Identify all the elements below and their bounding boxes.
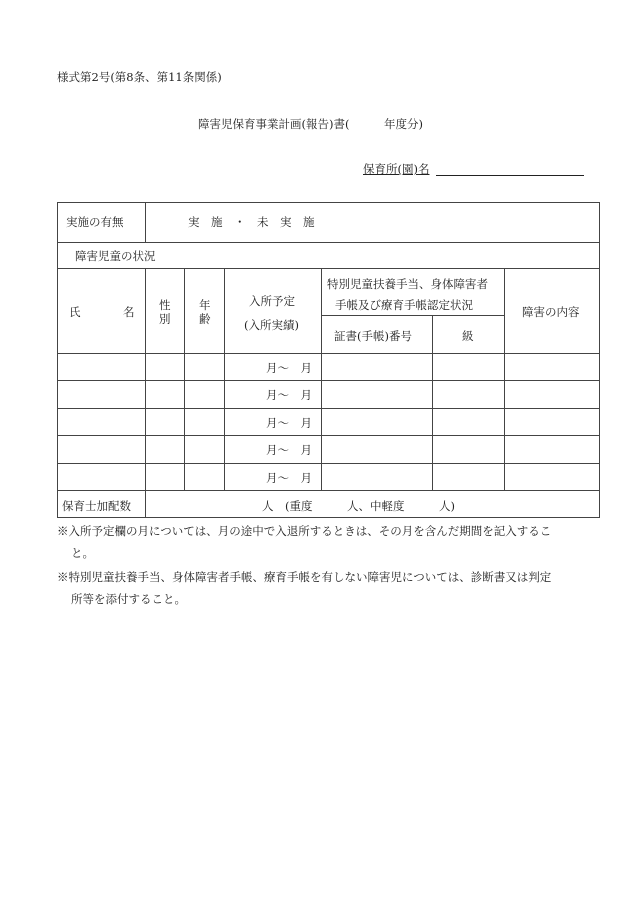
row-divider [57,353,600,354]
status-section-label: 障害児童の状況 [75,249,156,263]
row-divider [321,315,504,316]
certificate-number-header: 証書(手帳)番号 [334,329,412,343]
note-1 [57,520,551,564]
col-divider [145,202,146,242]
col-divider [145,490,146,518]
row-divider [57,408,600,409]
note-1-line1: ※入所予定欄の月については、月の途中で入退所するときは、その月を含んだ期間を記入するこ [57,524,552,538]
name-header-right: 名 [123,305,135,319]
document-title: 障害児保育事業計画(報告)書( 年度分) [198,117,423,131]
sex-header-1: 性 [159,298,171,312]
certification-header-line1: 特別児童扶養手当、身体障害者 [327,277,488,291]
form-number: 様式第2号(第8条、第11条関係) [57,70,222,84]
note-2-line1: ※特別児童扶養手当、身体障害者手帳、療育手帳を有しない障害児については、診断書又は判定 [57,570,552,584]
note-2-line2: 所等を添付すること。 [71,592,186,606]
admission-actual-header: (入所実績) [244,318,299,332]
row-divider [57,380,600,381]
grade-header: 級 [462,329,474,343]
row-divider [57,268,600,269]
implementation-options[interactable]: 実 施 ・ 未 実 施 [188,215,315,229]
row-divider [57,490,600,491]
row-4-period: 月～ 月 [266,443,312,457]
facility-name-field[interactable] [436,175,584,176]
col-divider [224,268,225,490]
facility-name-label: 保育所(園)名 [363,162,430,176]
row-3-period: 月～ 月 [266,416,312,430]
disability-header: 障害の内容 [522,305,580,319]
plan-report-table [57,202,600,518]
staff-allocation-label: 保育士加配数 [62,499,131,513]
age-header-2: 齢 [199,312,211,326]
row-divider [57,435,600,436]
age-header-1: 年 [199,298,211,312]
row-1-period: 月～ 月 [266,361,312,375]
col-divider [504,268,505,490]
sex-header-2: 別 [159,312,171,326]
row-2-period: 月～ 月 [266,388,312,402]
admission-planned-header: 入所予定 [249,294,295,308]
col-divider [184,268,185,490]
col-divider [432,315,433,490]
note-2 [57,566,551,610]
col-divider [145,268,146,490]
note-1-line2: と。 [71,546,94,560]
row-divider [57,242,600,243]
row-5-period: 月～ 月 [266,471,312,485]
certification-header-line2: 手帳及び療育手帳認定状況 [335,298,473,312]
name-header-left: 氏 [69,305,81,319]
implementation-label: 実施の有無 [66,215,124,229]
staff-allocation-value[interactable]: 人 (重度 人、中軽度 人) [262,499,455,513]
col-divider [321,268,322,490]
row-divider [57,463,600,464]
